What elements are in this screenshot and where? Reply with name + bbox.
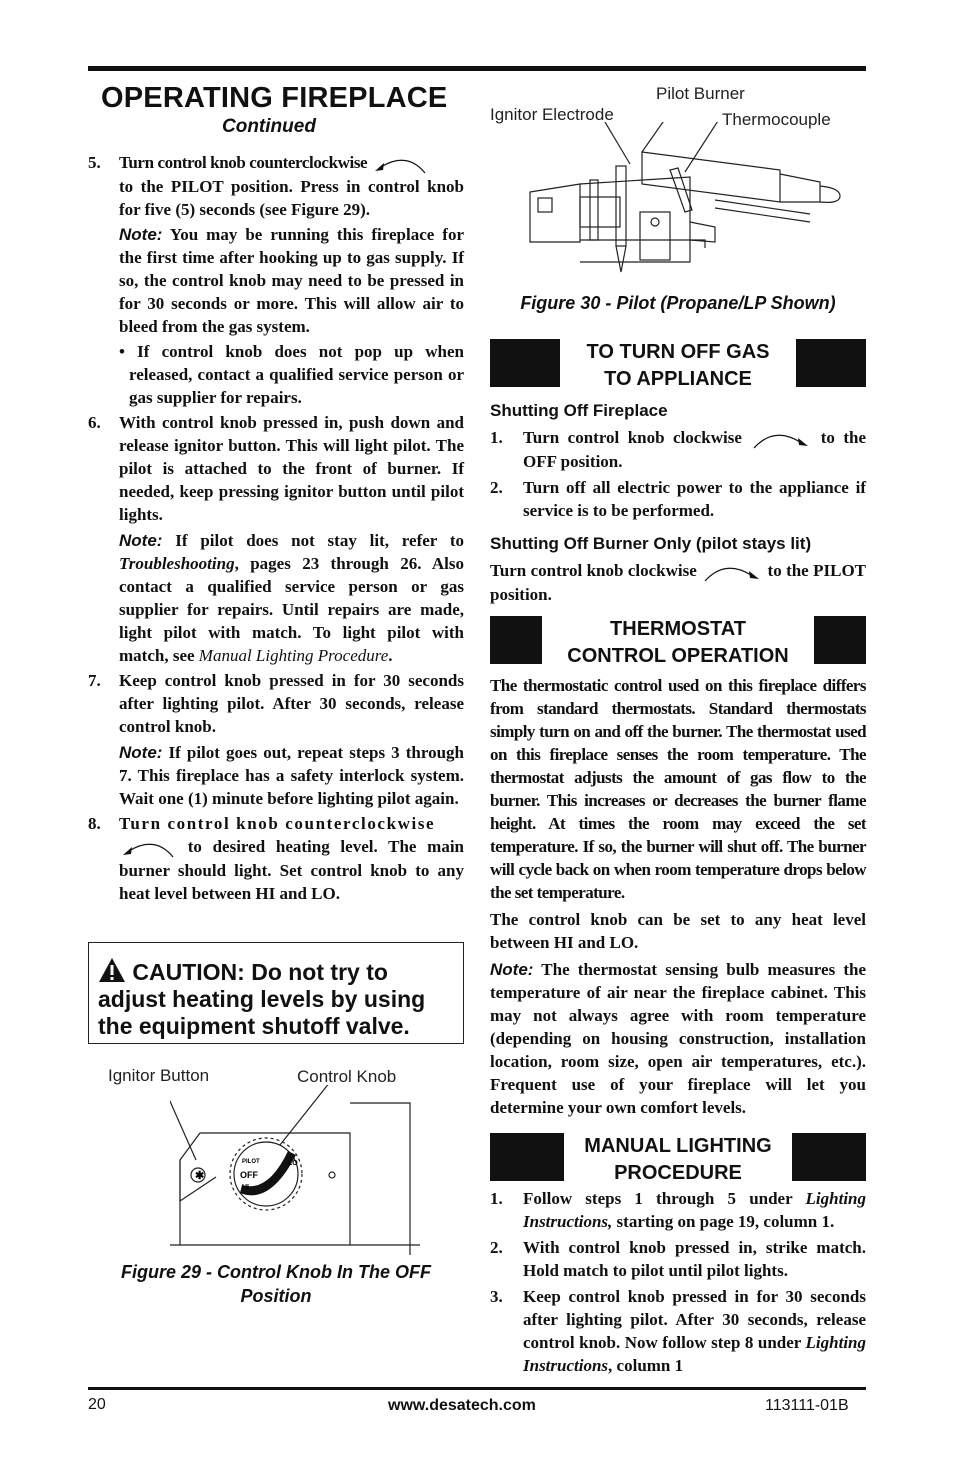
thermostat-paragraph-1: The thermostatic control used on this fireplace differs from standard thermostats. Standard thermostats simply turn on and off the burner. The thermostat used on this fireplace senses the room temperature. The thermostat adjusts the amount of gas flow to the burner. This increases or decreases the burner flame height. At times the room may exceed the set temperature. If so, the burner will shut off. The burner will cycle back on when room temperature drops below the set temperature. xyxy=(490,676,866,902)
label-ignitor-electrode: Ignitor Electrode xyxy=(490,105,614,124)
top-rule xyxy=(88,66,866,71)
paragraph-text: to the PILOT position. xyxy=(490,561,866,605)
note-ref: Manual Lighting Procedure xyxy=(198,646,389,666)
note-text: If pilot goes out, repeat steps 3 through 7. This fireplace has a safety interlock system. Wait one (1) minute before lighting pilot again. xyxy=(119,743,465,809)
step-number: 5. xyxy=(88,153,101,172)
note-text: You may be running this fireplace for the first time after hooking up to gas supply. If so, the control knob may need to be pressed in for 30 seconds or more. This will allow air to bleed from the gas system. xyxy=(119,225,464,337)
step-text: to the PILOT position. Press in control knob for five (5) seconds (see Figure 29). xyxy=(119,177,464,220)
knob-label-off: OFF xyxy=(240,1170,258,1180)
header-block xyxy=(814,616,866,664)
thermostat-note xyxy=(490,958,866,1119)
note-text: . xyxy=(388,646,393,666)
clockwise-arrow-icon xyxy=(750,428,812,450)
knob-label-hi: HI xyxy=(242,1184,249,1191)
note-label: Note: xyxy=(119,531,163,551)
step-5 xyxy=(88,151,464,221)
note-text: If pilot does not stay lit, refer to xyxy=(175,531,464,551)
manual-step-2 xyxy=(490,1236,866,1282)
figure-29-caption: Figure 29 - Control Knob In The OFF Position xyxy=(121,1262,431,1306)
header-block xyxy=(796,339,866,387)
left-column xyxy=(88,151,464,905)
label-ignitor-button: Ignitor Button xyxy=(108,1066,210,1085)
label-control-knob: Control Knob xyxy=(297,1067,397,1086)
note-label: Note: xyxy=(119,225,163,245)
step-text: Keep control knob pressed in for 30 seconds after lighting pilot. After 30 seconds, release control knob. Now follow step 8 under xyxy=(523,1287,866,1352)
step-text: With control knob pressed in, strike match. Hold match to pilot until pilot lights. xyxy=(523,1238,866,1280)
step-number: 6. xyxy=(88,413,101,433)
section-title-line: TO TURN OFF GAS xyxy=(586,341,770,363)
off-step-2 xyxy=(490,476,866,522)
page-title: OPERATING FIREPLACE xyxy=(101,82,448,114)
manual-step-3 xyxy=(490,1285,866,1377)
step-6-note xyxy=(88,529,464,667)
turn-off-steps xyxy=(490,426,866,522)
shut-off-burner-text xyxy=(490,559,866,606)
page-number: 20 xyxy=(88,1396,106,1413)
figure-29-control-knob xyxy=(170,1085,430,1255)
step-5-note xyxy=(88,223,464,338)
step-text: to desired heating level. The main burner should light. Set control knob to any heat level between HI and LO. xyxy=(119,837,464,904)
thermostat-text xyxy=(490,674,866,1119)
label-pilot-burner: Pilot Burner xyxy=(656,84,745,103)
step-6 xyxy=(88,411,464,526)
step-text: Turn control knob counterclockwise xyxy=(119,153,368,172)
step-number: 3. xyxy=(490,1287,503,1306)
figure-30-pilot xyxy=(520,122,850,282)
thermostat-paragraph-2: The control knob can be set to any heat level between HI and LO. xyxy=(490,910,866,952)
page-subtitle: Continued xyxy=(222,116,316,137)
footer-url[interactable]: www.desatech.com xyxy=(388,1397,536,1414)
off-step-1 xyxy=(490,426,866,473)
clockwise-arrow-icon xyxy=(701,561,763,583)
step-text: Follow steps 1 through 5 under xyxy=(523,1189,793,1208)
step-text: Turn control knob counterclockwise xyxy=(119,814,436,834)
step-number: 8. xyxy=(88,814,101,834)
counterclockwise-arrow-icon xyxy=(119,837,177,859)
caution-text: CAUTION: Do not try to adjust heating levels by using the equipment shutoff valve. xyxy=(98,959,426,1039)
step-number: 1. xyxy=(490,1189,503,1208)
step-text: to the OFF position. xyxy=(523,428,867,472)
step-7-note xyxy=(88,741,464,810)
step-number: 1. xyxy=(490,428,503,447)
section-title-line: CONTROL OPERATION xyxy=(567,645,789,667)
step-text: Keep control knob pressed in for 30 seconds after lighting pilot. After 30 seconds, release control knob. xyxy=(119,671,464,737)
subhead-shutting-off-burner: Shutting Off Burner Only (pilot stays lit) xyxy=(490,534,812,553)
section-header-turn-off-gas xyxy=(490,339,866,390)
header-block xyxy=(490,339,560,387)
header-block xyxy=(792,1133,866,1181)
caution-box xyxy=(88,942,464,1044)
header-block xyxy=(490,616,542,664)
step-number: 2. xyxy=(490,478,503,498)
note-label: Note: xyxy=(119,743,163,763)
subhead-shutting-off-fireplace: Shutting Off Fireplace xyxy=(490,401,668,420)
step-8 xyxy=(88,812,464,905)
manual-lighting-steps xyxy=(490,1187,866,1377)
bottom-rule xyxy=(88,1387,866,1390)
label-thermocouple: Thermocouple xyxy=(722,110,831,129)
step-ref: Lighting Instructions, xyxy=(523,1189,866,1231)
note-ref: Troubleshooting xyxy=(119,554,235,574)
section-header-thermostat xyxy=(490,616,866,667)
section-header-manual-lighting xyxy=(490,1133,866,1184)
header-block xyxy=(490,1133,564,1181)
ignitor-star-icon: ✱ xyxy=(195,1170,205,1182)
step-text: With control knob pressed in, push down and release ignitor button. This will light pilot. The pilot is attached to the front of burner. If needed, keep pressing ignitor button until pilot lights. xyxy=(119,413,464,525)
section-title-line: MANUAL LIGHTING xyxy=(584,1135,772,1157)
step-number: 2. xyxy=(490,1238,503,1257)
note-text: The thermostat sensing bulb measures the temperature of air near the fireplace cabinet. This may not always agree with room temperature (depending on housing construction, installation location, room size, open air temperatures, etc.). Frequent use of your fireplace will let you determine your own comfort levels. xyxy=(490,960,866,1117)
manual-step-1 xyxy=(490,1187,866,1233)
figure-30-caption: Figure 30 - Pilot (Propane/LP Shown) xyxy=(520,293,836,313)
note-text: , pages 23 through 26. Also contact a qualified service person or gas supplier for repairs. Until repairs are made, light pilot with match. To light pilot with match, see xyxy=(119,554,464,666)
document-code: 113111-01B xyxy=(765,1397,849,1414)
knob-label-pilot: PILOT xyxy=(242,1159,260,1165)
step-text: Turn off all electric power to the appliance if service is to be performed. xyxy=(523,478,866,521)
counterclockwise-arrow-icon xyxy=(371,153,429,175)
paragraph-text: Turn control knob clockwise xyxy=(490,561,697,580)
step-text: , column 1 xyxy=(608,1356,684,1375)
section-title-line: TO APPLIANCE xyxy=(604,368,752,390)
knob-label-lo: LO xyxy=(288,1160,298,1167)
section-title-line: PROCEDURE xyxy=(614,1162,742,1184)
step-7 xyxy=(88,669,464,738)
section-title-line: THERMOSTAT xyxy=(610,618,746,640)
step-ref: Lighting Instructions xyxy=(523,1333,867,1375)
warning-icon xyxy=(98,957,126,983)
step-text: starting on page 19, column 1. xyxy=(616,1212,835,1231)
step-5-bullet: • If control knob does not pop up when released, contact a qualified service person or gas supplier for repairs. xyxy=(119,342,464,408)
step-number: 7. xyxy=(88,671,101,691)
step-text: Turn control knob clockwise xyxy=(523,428,742,447)
note-label: Note: xyxy=(490,960,534,979)
